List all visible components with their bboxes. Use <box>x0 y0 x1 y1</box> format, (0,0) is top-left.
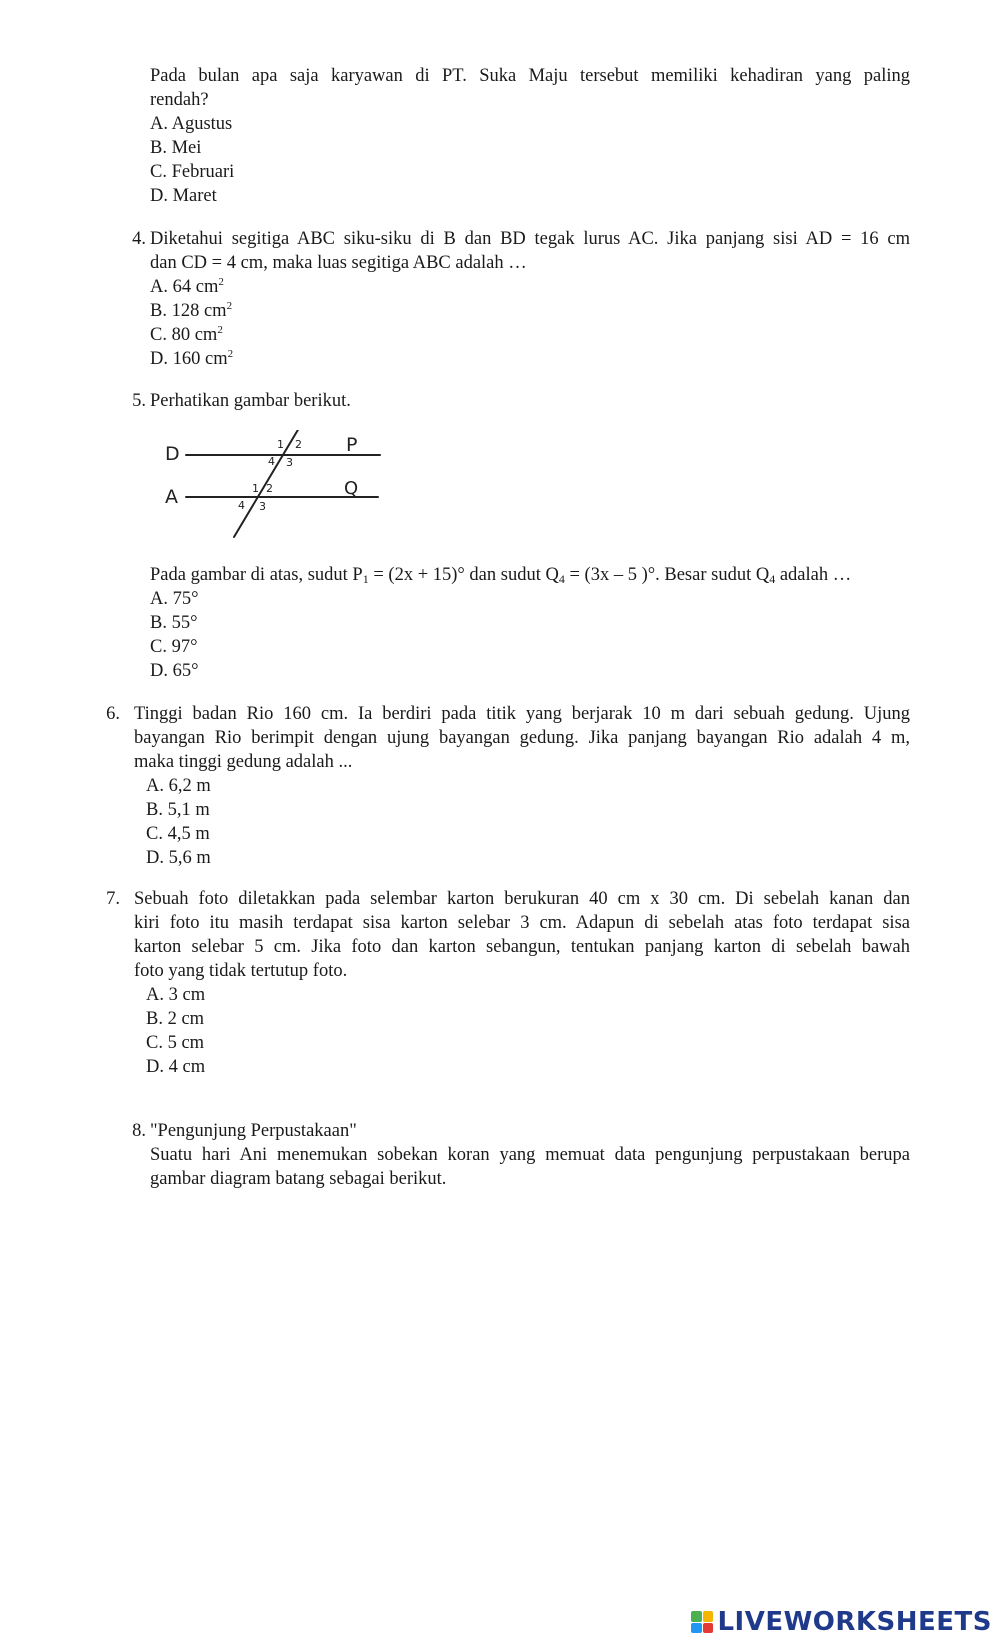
question-5-intro: Perhatikan gambar berikut. <box>150 391 351 411</box>
question-3 <box>110 64 910 208</box>
stem-text-3: = (3x – 5 )°. Besar sudut Q <box>564 565 770 585</box>
logo-grid-icon <box>691 1611 713 1633</box>
question-5-number: 5. <box>132 391 146 411</box>
subscript-3: 4 <box>769 572 776 586</box>
question-7-option-c[interactable]: C. 5 cm <box>146 1033 205 1053</box>
question-6-stem-line-2: bayangan Rio berimpit dengan ujung bayangan gedung. Jika panjang bayangan Rio adalah 4 m, <box>134 728 910 748</box>
question-8 <box>110 1119 910 1191</box>
option-text: D. 160 cm <box>150 349 228 369</box>
question-5-option-b[interactable]: B. 55° <box>150 613 198 633</box>
question-6-option-a[interactable]: A. 6,2 m <box>146 776 211 796</box>
question-7-stem-line-2: kiri foto itu masih terdapat sisa karton selebar 3 cm. Adapun di sebelah atas foto terdapat sisa <box>134 913 910 933</box>
question-4-option-c[interactable] <box>150 323 910 347</box>
question-6 <box>98 702 910 870</box>
question-4-option-a[interactable] <box>150 275 910 299</box>
option-text: C. 80 cm <box>150 325 218 345</box>
question-7-stem-line-3: karton selebar 5 cm. Jika foto dan karton sebangun, tentukan panjang karton di sebelah bawah <box>134 937 910 957</box>
stem-text-4: adalah … <box>775 565 852 585</box>
subscript-1: 1 <box>362 572 369 586</box>
question-4-stem-line-2: dan CD = 4 cm, maka luas segitiga ABC adalah … <box>150 253 527 273</box>
question-3-stem-line-1: Pada bulan apa saja karyawan di PT. Suka Maju tersebut memiliki kehadiran yang paling <box>150 66 910 86</box>
question-4-option-d[interactable] <box>150 347 910 371</box>
option-text: B. 128 cm <box>150 301 227 321</box>
question-8-stem-line-2: gambar diagram batang sebagai berikut. <box>150 1169 447 1189</box>
question-5-option-c[interactable]: C. 97° <box>150 637 198 657</box>
question-4-option-b[interactable] <box>150 299 910 323</box>
question-7 <box>98 887 910 1079</box>
question-4-stem-line-1: Diketahui segitiga ABC siku-siku di B dan BD tegak lurus AC. Jika panjang sisi AD = 16 cm <box>150 229 910 249</box>
question-6-option-d[interactable]: D. 5,6 m <box>146 848 211 868</box>
logo-text: LIVEWORKSHEETS <box>717 1607 992 1637</box>
question-3-option-d[interactable]: D. Maret <box>150 186 217 206</box>
question-4-number: 4. <box>132 229 146 249</box>
label-p: P <box>346 434 358 456</box>
question-7-number: 7. <box>106 889 120 909</box>
angle-label-bottom-1: 1 <box>252 482 259 495</box>
question-5-option-a[interactable]: A. 75° <box>150 589 199 609</box>
question-6-number: 6. <box>106 704 120 724</box>
question-4 <box>110 227 910 371</box>
question-3-option-a[interactable]: A. Agustus <box>150 114 233 134</box>
superscript: 2 <box>227 348 234 360</box>
question-7-stem-line-4: foto yang tidak tertutup foto. <box>134 961 348 981</box>
label-a: A <box>165 486 178 508</box>
question-7-stem-line-1: Sebuah foto diletakkan pada selembar karton berukuran 40 cm x 30 cm. Di sebelah kanan dan <box>134 889 910 909</box>
angle-label-top-2: 2 <box>295 438 302 451</box>
subscript-2: 4 <box>558 572 565 586</box>
angle-label-top-4: 4 <box>268 455 275 468</box>
angle-label-bottom-4: 4 <box>238 499 245 512</box>
question-5-stem <box>150 563 910 587</box>
question-8-title: "Pengunjung Perpustakaan" <box>150 1121 357 1141</box>
question-7-option-b[interactable]: B. 2 cm <box>146 1009 205 1029</box>
angle-label-top-1: 1 <box>277 438 284 451</box>
option-text: A. 64 cm <box>150 277 219 297</box>
angle-label-bottom-2: 2 <box>266 482 273 495</box>
angle-label-bottom-3: 3 <box>259 500 266 513</box>
superscript: 2 <box>217 324 223 336</box>
parallel-lines-figure <box>160 430 410 570</box>
question-3-stem-line-2: rendah? <box>150 90 209 110</box>
question-3-option-b[interactable]: B. Mei <box>150 138 202 158</box>
question-8-stem-line-1: Suatu hari Ani menemukan sobekan koran yang memuat data pengunjung perpustakaan berupa <box>150 1145 910 1165</box>
question-5 <box>110 389 910 413</box>
question-5-option-d[interactable]: D. 65° <box>150 661 199 681</box>
question-6-option-c[interactable]: C. 4,5 m <box>146 824 210 844</box>
question-3-option-c[interactable]: C. Februari <box>150 162 235 182</box>
angle-label-top-3: 3 <box>286 456 293 469</box>
question-7-option-a[interactable]: A. 3 cm <box>146 985 206 1005</box>
question-6-option-b[interactable]: B. 5,1 m <box>146 800 210 820</box>
superscript: 2 <box>218 276 224 288</box>
stem-text-2: = (2x + 15)° dan sudut Q <box>368 565 559 585</box>
question-6-stem-line-3: maka tinggi gedung adalah ... <box>134 752 353 772</box>
question-5-content <box>110 563 910 683</box>
question-8-number: 8. <box>132 1121 146 1141</box>
stem-text-1: Pada gambar di atas, sudut P <box>150 565 363 585</box>
label-q: Q <box>344 478 359 499</box>
liveworksheets-logo[interactable] <box>691 1605 992 1639</box>
question-6-stem-line-1: Tinggi badan Rio 160 cm. Ia berdiri pada titik yang berjarak 10 m dari sebuah gedung. Ujung <box>134 704 910 724</box>
question-7-option-d[interactable]: D. 4 cm <box>146 1057 206 1077</box>
label-d: D <box>165 443 180 465</box>
superscript: 2 <box>226 300 233 312</box>
